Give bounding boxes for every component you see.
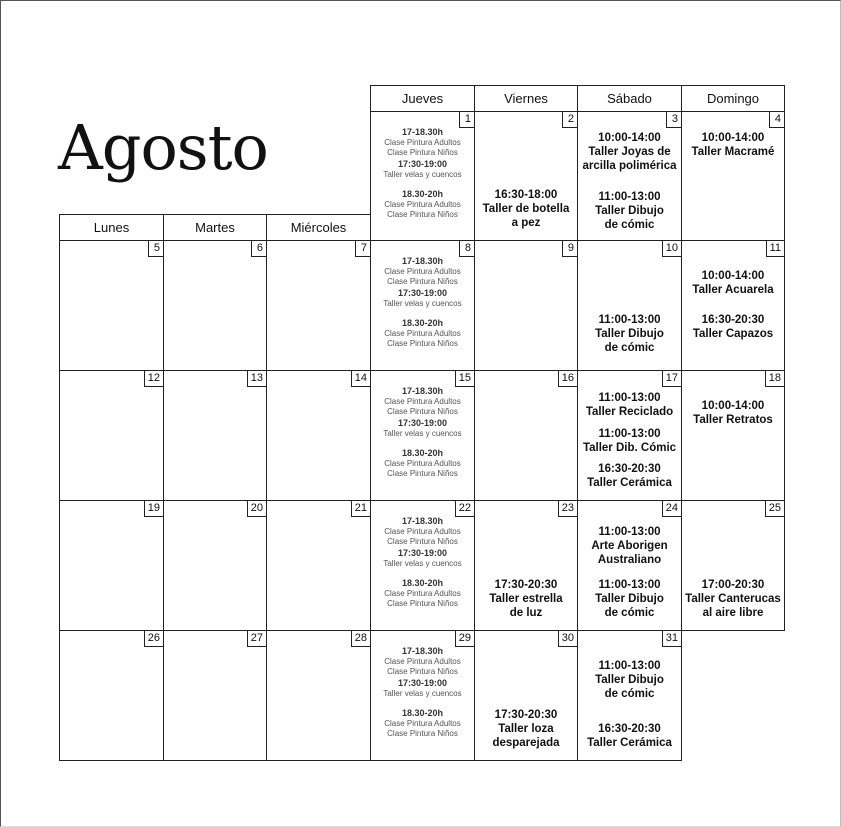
event-name: Clase Pintura Adultos [384, 527, 461, 536]
event-name: Clase Pintura Niños [387, 729, 458, 738]
event-name: Clase Pintura Niños [387, 667, 458, 676]
day-cell-25[interactable] [681, 500, 785, 631]
day-number: 14 [351, 370, 371, 387]
day-cell-2[interactable] [474, 111, 578, 241]
day-cell-8[interactable] [370, 240, 475, 371]
event-time: 18.30-20h [401, 448, 444, 458]
event-name: Clase Pintura Adultos [384, 267, 461, 276]
day-cell-14[interactable] [266, 370, 371, 501]
event-name: Clase Pintura Adultos [384, 459, 461, 468]
day-number: 3 [666, 111, 682, 128]
event-line: 10:00-14:00 [701, 132, 765, 144]
event-name: Taller velas y cuencos [383, 429, 462, 438]
sunday-event [682, 313, 784, 341]
day-cell-29[interactable] [370, 630, 475, 761]
day-cell-16[interactable] [474, 370, 578, 501]
event-line: 16:30-20:30 [598, 723, 661, 735]
day-number: 30 [558, 630, 578, 647]
saturday-event [578, 313, 681, 355]
day-cell-1[interactable] [370, 111, 475, 241]
header-wed: Miércoles [266, 214, 371, 241]
event-name: Clase Pintura Niños [387, 210, 458, 219]
day-number: 8 [459, 240, 475, 257]
event-line: a pez [511, 217, 541, 229]
day-cell-30[interactable] [474, 630, 578, 761]
thursday-event [371, 708, 474, 739]
day-number: 19 [144, 500, 164, 517]
day-number: 22 [455, 500, 475, 517]
day-number: 29 [455, 630, 475, 647]
header-mon: Lunes [59, 214, 164, 241]
friday-event [475, 708, 577, 750]
day-number: 31 [662, 630, 682, 647]
event-line: 11:00-13:00 [598, 314, 661, 326]
day-number: 12 [144, 370, 164, 387]
event-name: Clase Pintura Adultos [384, 719, 461, 728]
day-number: 9 [562, 240, 578, 257]
day-number: 10 [662, 240, 682, 257]
event-line: desparejada [492, 737, 560, 749]
thursday-event [371, 189, 474, 220]
event-name: Clase Pintura Niños [387, 148, 458, 157]
event-line: arcilla polimérica [582, 160, 677, 172]
month-title: Agosto [58, 111, 268, 184]
event-name: Taller velas y cuencos [383, 170, 462, 179]
event-name: Taller velas y cuencos [383, 689, 462, 698]
event-line: Taller Reciclado [585, 406, 674, 418]
event-time: 17:30-19:00 [397, 288, 448, 298]
thursday-event [371, 516, 474, 547]
day-cell-28[interactable] [266, 630, 371, 761]
header-sun: Domingo [681, 85, 785, 112]
day-cell-20[interactable] [163, 500, 267, 631]
event-line: 16:30-18:00 [494, 189, 558, 201]
thursday-event [371, 386, 474, 417]
thursday-event [371, 256, 474, 287]
saturday-event [578, 462, 681, 490]
event-time: 17-18.30h [401, 516, 444, 526]
event-line: 17:30-20:30 [494, 579, 558, 591]
day-number: 6 [251, 240, 267, 257]
thursday-event [371, 578, 474, 609]
event-line: Taller de botella [482, 203, 570, 215]
day-number: 23 [558, 500, 578, 517]
event-line: 11:00-13:00 [598, 428, 661, 440]
day-number: 16 [558, 370, 578, 387]
day-number: 21 [351, 500, 371, 517]
day-cell-7[interactable] [266, 240, 371, 371]
event-time: 17:30-19:00 [397, 159, 448, 169]
event-name: Clase Pintura Niños [387, 537, 458, 546]
friday-event [475, 188, 577, 230]
event-line: Taller Cerámica [587, 477, 672, 489]
event-line: Taller Dibujo [595, 674, 664, 686]
event-line: Taller Macramé [691, 146, 775, 158]
event-name: Clase Pintura Niños [387, 469, 458, 478]
day-number: 7 [355, 240, 371, 257]
thursday-event [371, 448, 474, 479]
event-line: 17:00-20:30 [701, 579, 765, 591]
day-cell-5[interactable] [59, 240, 164, 371]
event-name: Clase Pintura Adultos [384, 589, 461, 598]
event-line: Taller Capazos [692, 328, 774, 340]
event-line: Taller Canterucas [685, 593, 781, 605]
day-number: 1 [459, 111, 475, 128]
event-name: Clase Pintura Adultos [384, 200, 461, 209]
event-line: 11:00-13:00 [598, 392, 661, 404]
event-line: Taller Retratos [693, 414, 773, 426]
event-time: 17:30-19:00 [397, 678, 448, 688]
day-cell-21[interactable] [266, 500, 371, 631]
day-number: 18 [765, 370, 785, 387]
event-line: 10:00-14:00 [701, 400, 765, 412]
day-cell-24[interactable] [577, 500, 682, 631]
event-time: 17-18.30h [401, 646, 444, 656]
event-line: 11:00-13:00 [598, 526, 661, 538]
thursday-event [371, 127, 474, 158]
day-number: 2 [562, 111, 578, 128]
event-name: Taller velas y cuencos [383, 559, 462, 568]
day-cell-27[interactable] [163, 630, 267, 761]
saturday-event [578, 190, 681, 232]
day-number: 5 [148, 240, 164, 257]
event-line: Taller Dibujo [595, 205, 664, 217]
event-name: Clase Pintura Adultos [384, 657, 461, 666]
thursday-event [371, 678, 474, 699]
saturday-event [578, 722, 681, 750]
event-line: Taller Joyas de [588, 146, 671, 158]
event-time: 18.30-20h [401, 708, 444, 718]
event-line: 10:00-14:00 [598, 132, 661, 144]
day-cell-10[interactable] [577, 240, 682, 371]
day-cell-26[interactable] [59, 630, 164, 761]
event-time: 18.30-20h [401, 318, 444, 328]
saturday-event [578, 427, 681, 455]
day-cell-22[interactable] [370, 500, 475, 631]
thursday-event [371, 418, 474, 439]
saturday-event [578, 131, 681, 173]
day-number: 17 [662, 370, 682, 387]
event-line: Taller estrella [489, 593, 563, 605]
saturday-event [578, 659, 681, 701]
day-number: 25 [765, 500, 785, 517]
event-line: 11:00-13:00 [598, 660, 661, 672]
event-line: Taller Dibujo [595, 328, 664, 340]
day-cell-12[interactable] [59, 370, 164, 501]
event-time: 17-18.30h [401, 386, 444, 396]
event-line: 16:30-20:30 [598, 463, 661, 475]
event-name: Clase Pintura Adultos [384, 138, 461, 147]
day-number: 4 [769, 111, 785, 128]
event-line: Taller Dib. Cómic [582, 442, 677, 454]
event-line: al aire libre [702, 607, 764, 619]
day-cell-6[interactable] [163, 240, 267, 371]
day-number: 24 [662, 500, 682, 517]
event-name: Clase Pintura Adultos [384, 397, 461, 406]
event-line: Arte Aborigen [591, 540, 668, 552]
header-fri: Viernes [474, 85, 578, 112]
day-cell-31[interactable] [577, 630, 682, 761]
day-number: 11 [766, 240, 785, 257]
day-cell-23[interactable] [474, 500, 578, 631]
day-cell-18[interactable] [681, 370, 785, 501]
header-tue: Martes [163, 214, 267, 241]
event-line: Taller Cerámica [587, 737, 672, 749]
event-time: 17:30-19:00 [397, 418, 448, 428]
day-cell-17[interactable] [577, 370, 682, 501]
sunday-event [682, 578, 784, 620]
event-time: 18.30-20h [401, 189, 444, 199]
day-number: 15 [455, 370, 475, 387]
thursday-event [371, 548, 474, 569]
friday-event [475, 578, 577, 620]
event-line: Taller loza [498, 723, 554, 735]
event-line: 10:00-14:00 [701, 270, 765, 282]
event-line: 11:00-13:00 [598, 191, 661, 203]
event-name: Clase Pintura Niños [387, 339, 458, 348]
event-line: de cómic [604, 688, 655, 700]
header-sat: Sábado [577, 85, 682, 112]
thursday-event [371, 646, 474, 677]
day-cell-13[interactable] [163, 370, 267, 501]
event-line: de cómic [604, 219, 655, 231]
thursday-event [371, 318, 474, 349]
day-number: 26 [144, 630, 164, 647]
thursday-event [371, 159, 474, 180]
day-cell-9[interactable] [474, 240, 578, 371]
thursday-event [371, 288, 474, 309]
event-line: Taller Acuarela [692, 284, 774, 296]
event-name: Clase Pintura Niños [387, 407, 458, 416]
day-number: 20 [247, 500, 267, 517]
event-line: 17:30-20:30 [494, 709, 558, 721]
day-cell-11[interactable] [681, 240, 785, 371]
day-number: 28 [351, 630, 371, 647]
event-line: de luz [509, 607, 543, 619]
day-cell-4[interactable] [681, 111, 785, 241]
event-line: de cómic [604, 607, 655, 619]
event-name: Clase Pintura Adultos [384, 329, 461, 338]
event-time: 18.30-20h [401, 578, 444, 588]
event-time: 17-18.30h [401, 256, 444, 266]
sunday-event [682, 399, 784, 427]
event-name: Taller velas y cuencos [383, 299, 462, 308]
event-name: Clase Pintura Niños [387, 277, 458, 286]
day-cell-15[interactable] [370, 370, 475, 501]
event-line: de cómic [604, 342, 655, 354]
saturday-event [578, 525, 681, 567]
header-thu: Jueves [370, 85, 475, 112]
day-cell-3[interactable] [577, 111, 682, 241]
event-line: 16:30-20:30 [701, 314, 765, 326]
event-time: 17-18.30h [401, 127, 444, 137]
sunday-event [682, 269, 784, 297]
sunday-event [682, 131, 784, 159]
event-time: 17:30-19:00 [397, 548, 448, 558]
saturday-event [578, 578, 681, 620]
event-line: Australiano [597, 554, 662, 566]
event-line: Taller Dibujo [595, 593, 664, 605]
day-number: 27 [247, 630, 267, 647]
saturday-event [578, 391, 681, 419]
day-cell-19[interactable] [59, 500, 164, 631]
day-number: 13 [247, 370, 267, 387]
event-name: Clase Pintura Niños [387, 599, 458, 608]
event-line: 11:00-13:00 [598, 579, 661, 591]
